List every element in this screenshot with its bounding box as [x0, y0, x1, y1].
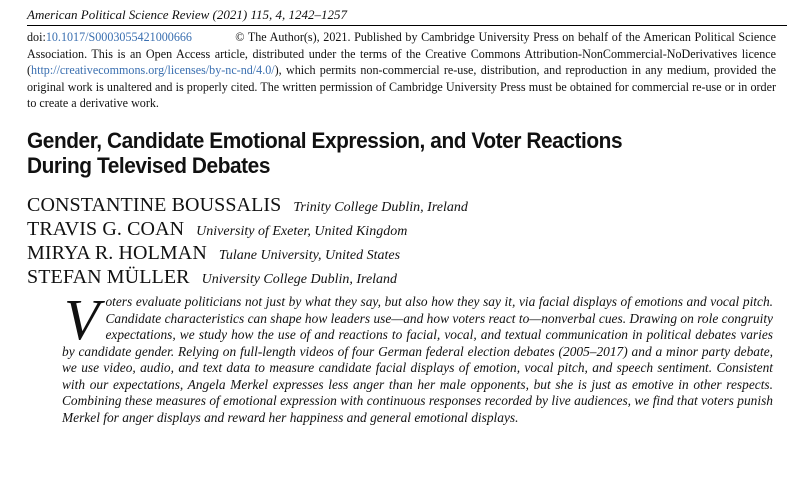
author-entry	[27, 265, 787, 289]
author-affiliation: Trinity College Dublin, Ireland	[293, 200, 468, 215]
author-entry	[27, 217, 787, 241]
author-entry	[27, 193, 787, 217]
article-title-line-2: During Televised Debates	[27, 153, 271, 178]
license-spacer	[192, 30, 235, 44]
journal-citation: American Political Science Review (2021) 115, 4, 1242–1257	[27, 7, 787, 26]
article-title	[27, 128, 734, 178]
license-text-part1: © The Author(s), 2021. Published by Cambridge University Press on behalf of the American Political Science Association. This is an Open Access article, distributed under the terms of the Creative Commons Attribution-NonCommercial-NoDerivatives licence (	[27, 30, 776, 78]
author-affiliation: University College Dublin, Ireland	[201, 272, 398, 287]
license-statement	[27, 29, 776, 112]
author-name: MIRYA R. HOLMAN	[27, 242, 207, 264]
abstract-drop-cap: V	[64, 287, 100, 352]
author-name: TRAVIS G. COAN	[27, 218, 185, 240]
license-text-part2: ), which permits non-commercial re-use, distribution, and reproduction in any medium, provided the original work is unaltered and is properly cited. The written permission of Cambridge University Press must be obtained for commercial re-use or in order to create a derivative work.	[27, 63, 776, 111]
author-list	[27, 193, 787, 289]
abstract	[62, 287, 773, 426]
article-title-line-1: Gender, Candidate Emotional Expression, and Voter Reactions	[27, 128, 623, 153]
author-name: CONSTANTINE BOUSSALIS	[27, 194, 282, 216]
doi-prefix: doi:	[27, 30, 46, 44]
author-affiliation: University of Exeter, United Kingdom	[196, 224, 408, 239]
abstract-text: oters evaluate politicians not just by what they say, but also how they say it, via facial displays of emotions and vocal pitch. Candidate characteristics can shape how leaders use—and how voters react to—nonverbal cues. Drawing on role congruity expectations, we study how the use of and reactions to facial, vocal, and textual communication in political debates varies by candidate gender. Relying on full-length videos of four German federal election debates (2005–2017) and a minor party debate, we use video, audio, and text data to measure candidate facial displays of emotion, vocal pitch, and speech sentiment. Consistent with our expectations, Angela Merkel expresses less anger than her male opponents, but she is just as emotive in other respects. Combining these measures of emotional expression with continuous responses recorded by live audiences, we find that voters punish Merkel for anger displays and reward her happiness and general emotional displays.	[62, 294, 773, 425]
author-entry	[27, 241, 787, 265]
doi-link[interactable]: 10.1017/S0003055421000666	[45, 30, 192, 44]
author-name: STEFAN MÜLLER	[27, 266, 190, 288]
license-url-link[interactable]: http://creativecommons.org/licenses/by-nc-nd/4.0/	[31, 63, 275, 78]
author-affiliation: Tulane University, United States	[218, 248, 401, 263]
